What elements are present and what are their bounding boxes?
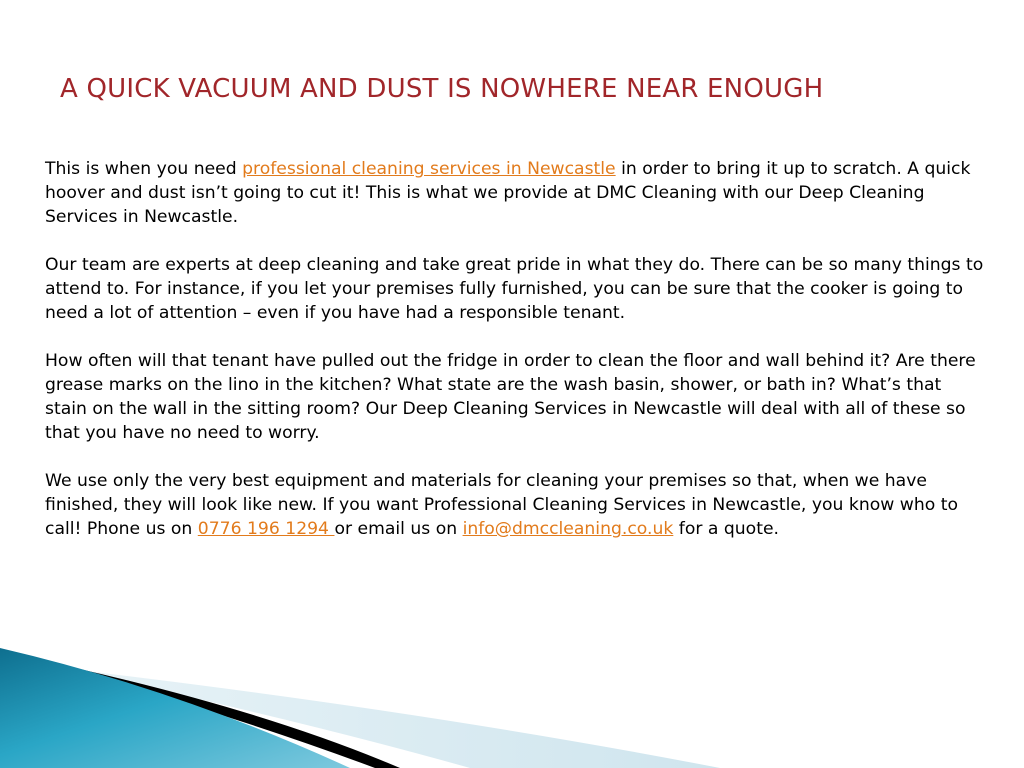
email-link[interactable]: info@dmccleaning.co.uk	[462, 519, 674, 539]
paragraph-4-text-middle: or email us on	[334, 519, 463, 539]
paragraph-1-text-before: This is when you need	[45, 159, 243, 179]
paragraph-1	[45, 157, 985, 229]
decorative-swoosh	[0, 640, 1024, 768]
paragraph-4-text-before: We use only the very best equipment and materials for cleaning your premises so that, when we have finished, they will look like new. If you want Professional Cleaning Services in Newcastle, you know who to call! Phone us on	[45, 471, 958, 539]
professional-cleaning-link[interactable]: professional cleaning services in Newcastle	[242, 159, 616, 179]
page-title: A QUICK VACUUM AND DUST IS NOWHERE NEAR ENOUGH	[60, 74, 824, 104]
paragraph-4-text-after: for a quote.	[673, 519, 779, 539]
paragraph-2: Our team are experts at deep cleaning and take great pride in what they do. There can be so many things to attend to. For instance, if you let your premises fully furnished, you can be sure that the cooker is going to need a lot of attention – even if you have had a responsible tenant.	[45, 255, 984, 323]
paragraph-3: How often will that tenant have pulled out the fridge in order to clean the floor and wall behind it? Are there grease marks on the lino in the kitchen? What state are the wash basin, shower, or bath in? What’s that stain on the wall in the sitting room? Our Deep Cleaning Services in Newcastle will deal with all of these so that you have no need to worry.	[45, 351, 976, 443]
paragraph-1-text-after: in order to bring it up to scratch. A quick hoover and dust isn’t going to cut it! This is what we provide at DMC Cleaning with our Deep Cleaning Services in Newcastle.	[45, 159, 971, 227]
paragraph-4	[45, 469, 985, 541]
phone-link[interactable]: 0776 196 1294	[197, 519, 335, 539]
body-text	[45, 157, 985, 565]
